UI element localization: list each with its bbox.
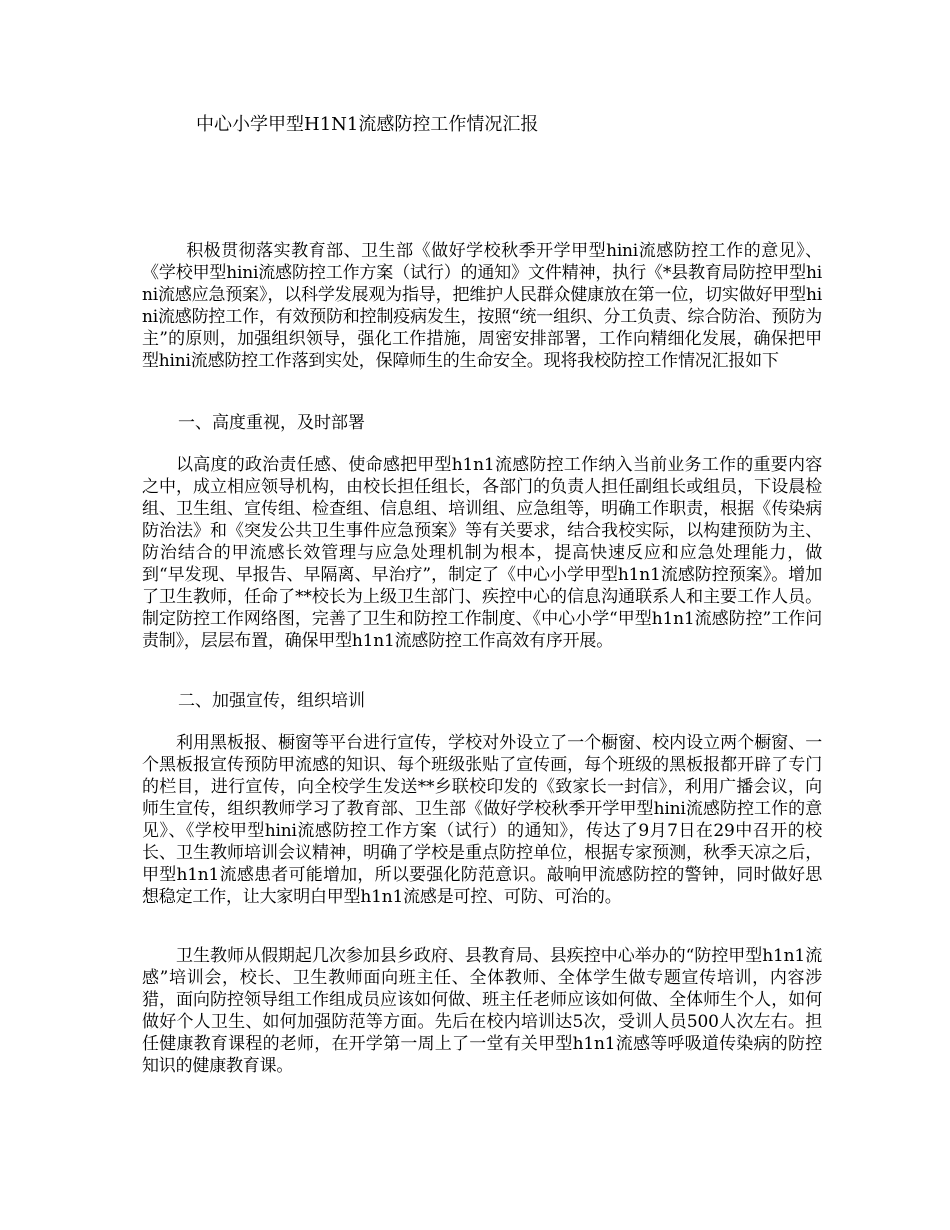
- document-title: 中心小学甲型H1N1流感防控工作情况汇报: [196, 114, 539, 135]
- section2-paragraph-1: 利用黑板报、橱窗等平台进行宣传，学校对外设立了一个橱窗、校内设立两个橱窗、一个黑板报宣传预防甲流感的知识、每个班级张贴了宣传画，每个班级的黑板报都开辟了专门的栏目，进行宣传，向全校学生发送**乡联校印发的《致家长一封信》，利用广播会议，向师生宣传，组织教师学习了教育部、卫生部《做好学校秋季开学甲型hini流感防控工作的意见》、《学校甲型hini流感防控工作方案（试行）的通知》，传达了9月7日在29中召开的校长、卫生教师培训会议精神，明确了学校是重点防控单位，根据专家预测，秋季天凉之后，甲型h1n1流感患者可能增加，所以要强化防范意识。敲响甲流感防控的警钟，同时做好思想稳定工作，让大家明白甲型h1n1流感是可控、可防、可治的。: [142, 733, 822, 907]
- intro-paragraph: [142, 240, 822, 372]
- section-heading-2: 二、加强宣传，组织培训: [178, 691, 365, 711]
- section1-paragraph: 以高度的政治责任感、使命感把甲型h1n1流感防控工作纳入当前业务工作的重要内容之中，成立相应领导机构，由校长担任组长，各部门的负责人担任副组长或组员，下设晨检组、卫生组、宣传组、检查组、信息组、培训组、应急组等，明确工作职责，根据《传染病防治法》和《突发公共卫生事件应急预案》等有关要求，结合我校实际，以构建预防为主、防治结合的甲流感长效管理与应急处理机制为根本，提高快速反应和应急处理能力，做到“早发现、早报告、早隔离、早治疗”，制定了《中心小学甲型h1n1流感防控预案》。增加了卫生教师，任命了**校长为上级卫生部门、疾控中心的信息沟通联系人和主要工作人员。制定防控工作网络图，完善了卫生和防控工作制度、《中心小学“甲型h1n1流感防控”工作问责制》，层层布置，确保甲型h1n1流感防控工作高效有序开展。: [142, 455, 822, 651]
- intro-text: 积极贯彻落实教育部、卫生部《做好学校秋季开学甲型hini流感防控工作的意见》、《学校甲型hini流感防控工作方案（试行）的通知》文件精神，执行《*县教育局防控甲型hini流感应急预案》，以科学发展观为指导，把维护人民群众健康放在第一位，切实做好甲型hini流感防控工作，有效预防和控制疫病发生，按照“统一组织、分工负责、综合防治、预防为主”的原则，加强组织领导，强化工作措施，周密安排部署，工作向精细化发展，确保把甲型hini流感防控工作落到实处，保障师生的生命安全。现将我校防控工作情况汇报如下: [142, 241, 822, 371]
- section2-paragraph-2: 卫生教师从假期起几次参加县乡政府、县教育局、县疾控中心举办的“防控甲型h1n1流感”培训会，校长、卫生教师面向班主任、全体教师、全体学生做专题宣传培训，内容涉猎，面向防控领导组工作组成员应该如何做、班主任老师应该如何做、全体师生个人，如何做好个人卫生、如何加强防范等方面。先后在校内培训达5次，受训人员500人次左右。担任健康教育课程的老师，在开学第一周上了一堂有关甲型h1n1流感等呼吸道传染病的防控知识的健康教育课。: [142, 946, 822, 1076]
- section-heading-1: 一、高度重视，及时部署: [178, 413, 365, 433]
